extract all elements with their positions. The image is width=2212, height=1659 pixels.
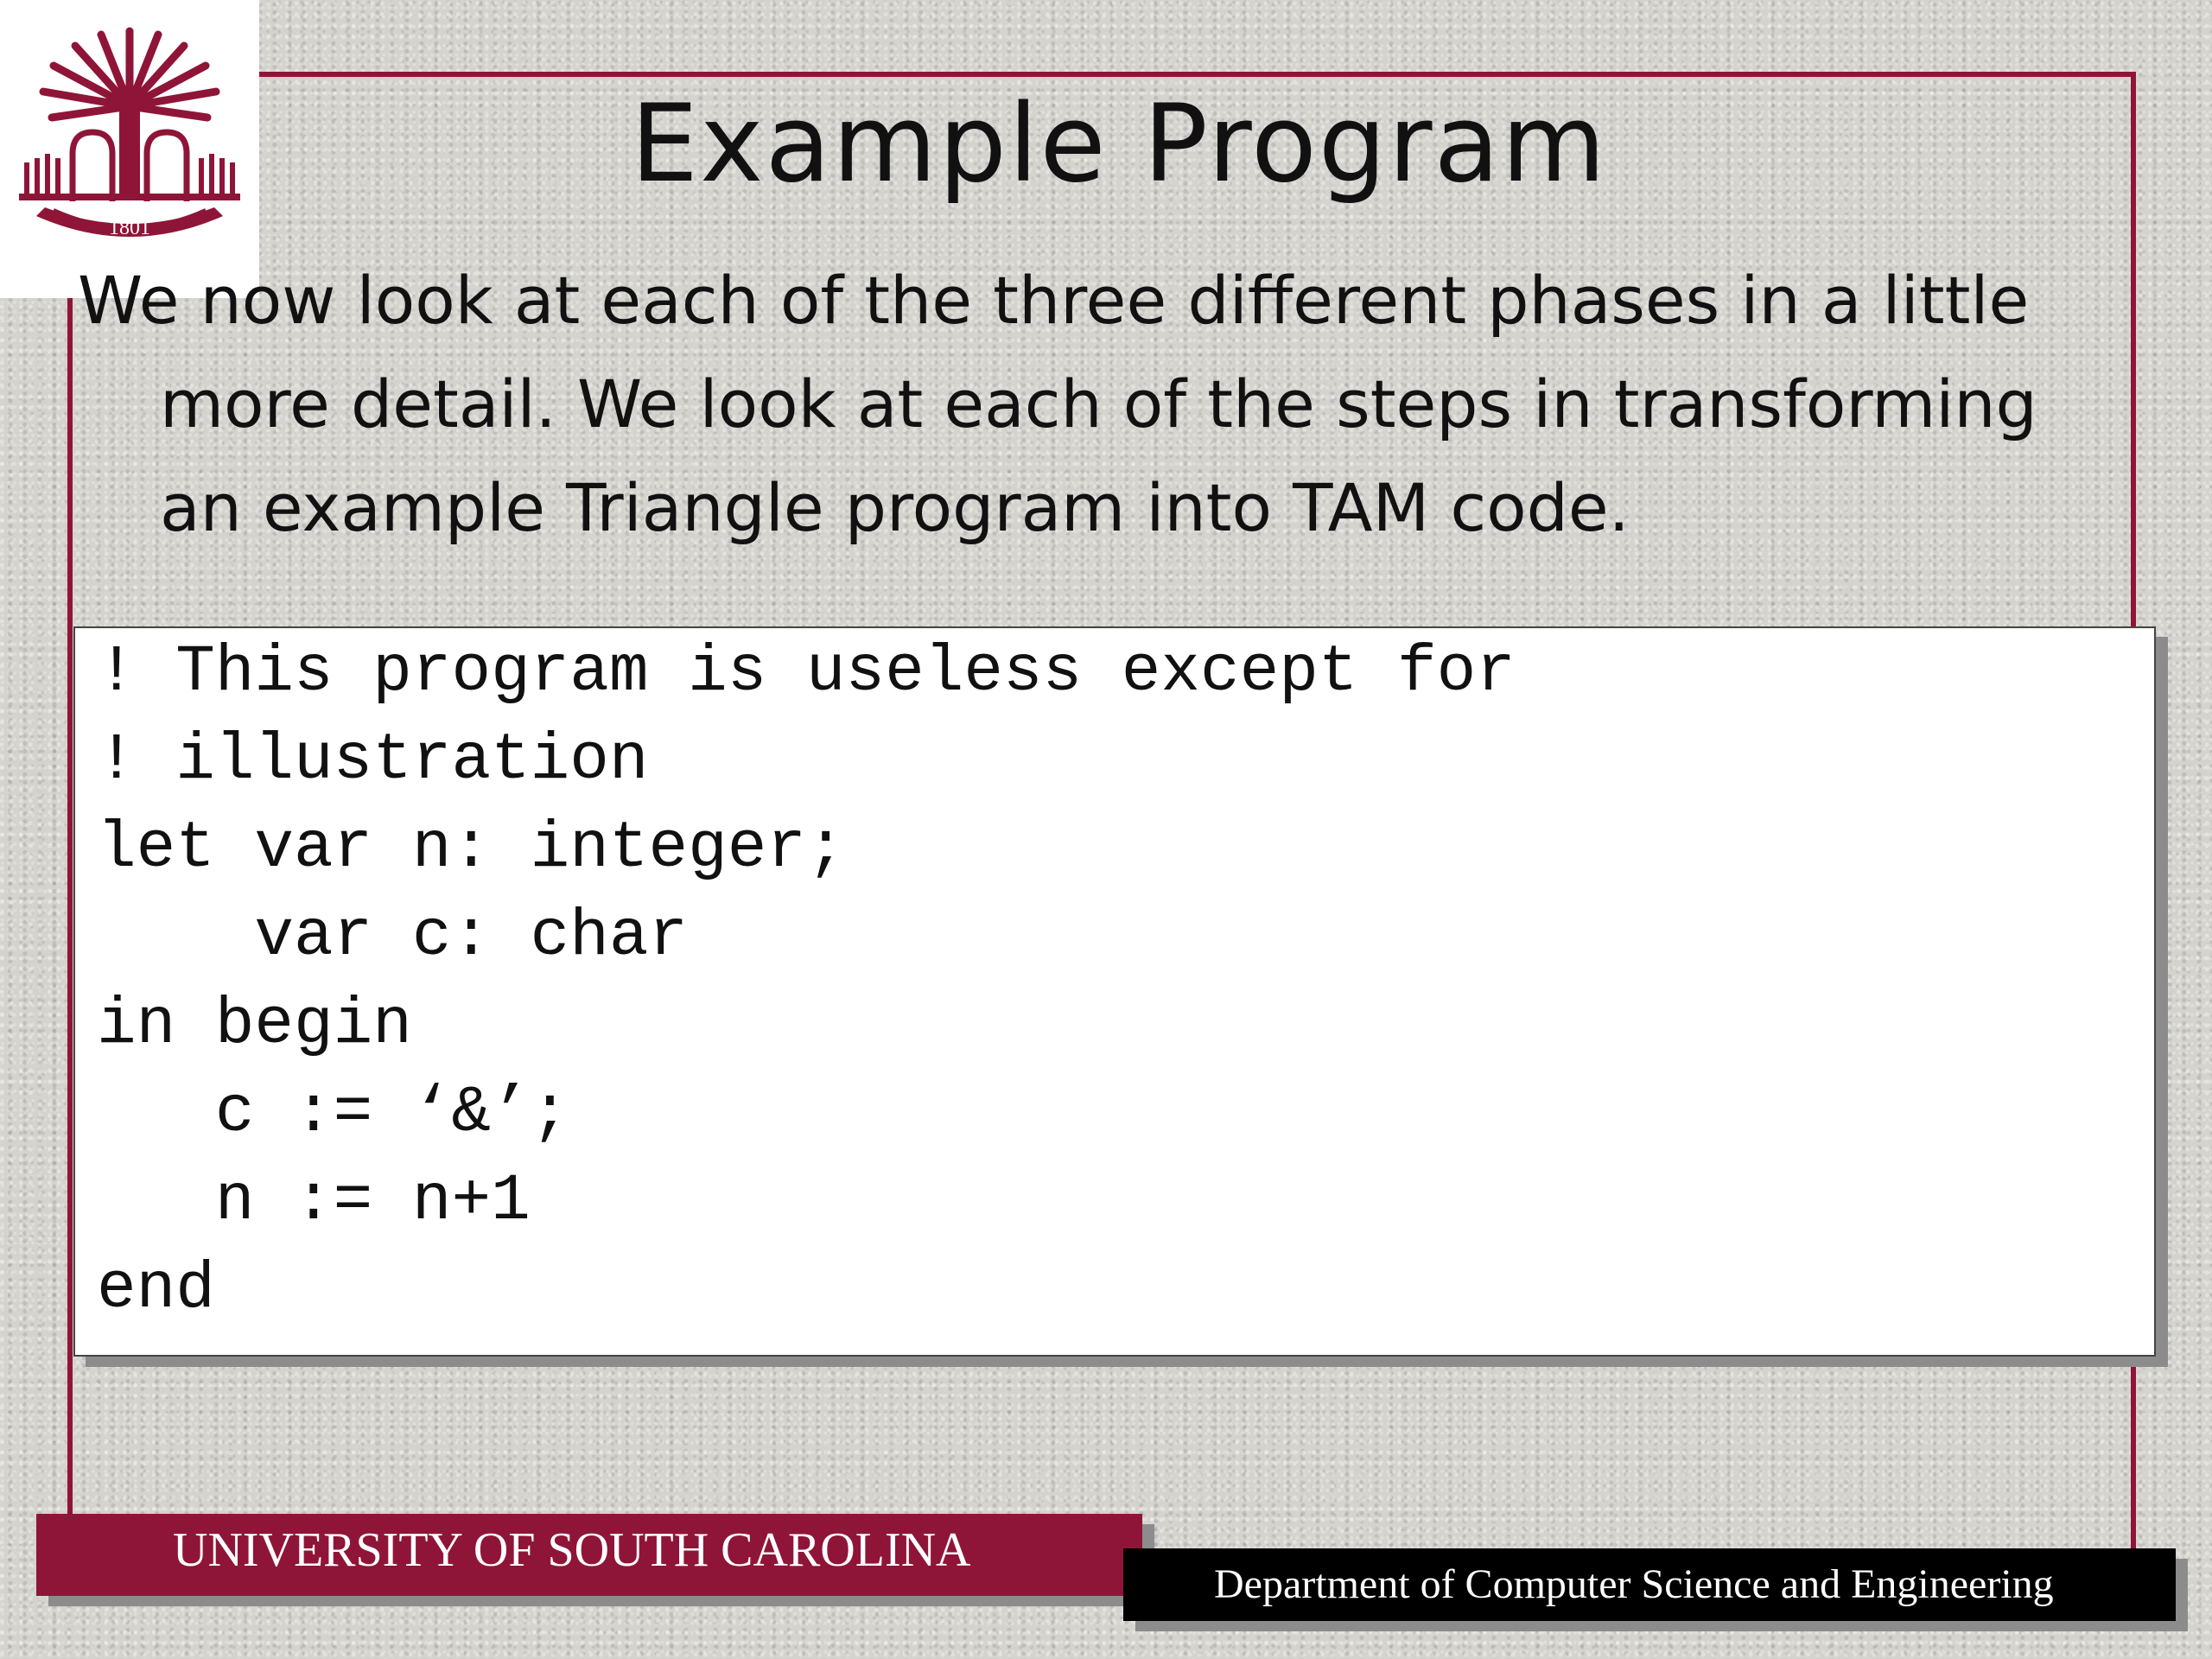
code-line: end xyxy=(97,1252,215,1326)
seal-year: 1801 xyxy=(109,217,150,239)
university-name: UNIVERSITY OF SOUTH CAROLINA xyxy=(173,1523,971,1577)
code-block xyxy=(73,626,2156,1357)
slide-title: Example Program xyxy=(630,82,1608,207)
code-line: ! This program is useless except for xyxy=(97,635,1516,709)
code-line: in begin xyxy=(97,988,412,1062)
code-line: ! illustration xyxy=(97,723,649,798)
slide-body-text: We now look at each of the three different phases in a little more detail. We look at each of the steps in transforming an example Triangle program into TAM code. xyxy=(78,262,2037,546)
department-name: Department of Computer Science and Engineering xyxy=(1214,1561,2054,1607)
university-footer-bar xyxy=(36,1514,1142,1596)
code-line: c := ‘&’; xyxy=(97,1076,570,1150)
code-line: n := n+1 xyxy=(97,1164,531,1238)
code-line: var c: char xyxy=(97,899,689,974)
code-line: let var n: integer; xyxy=(97,811,846,886)
department-footer-bar xyxy=(1123,1548,2176,1621)
